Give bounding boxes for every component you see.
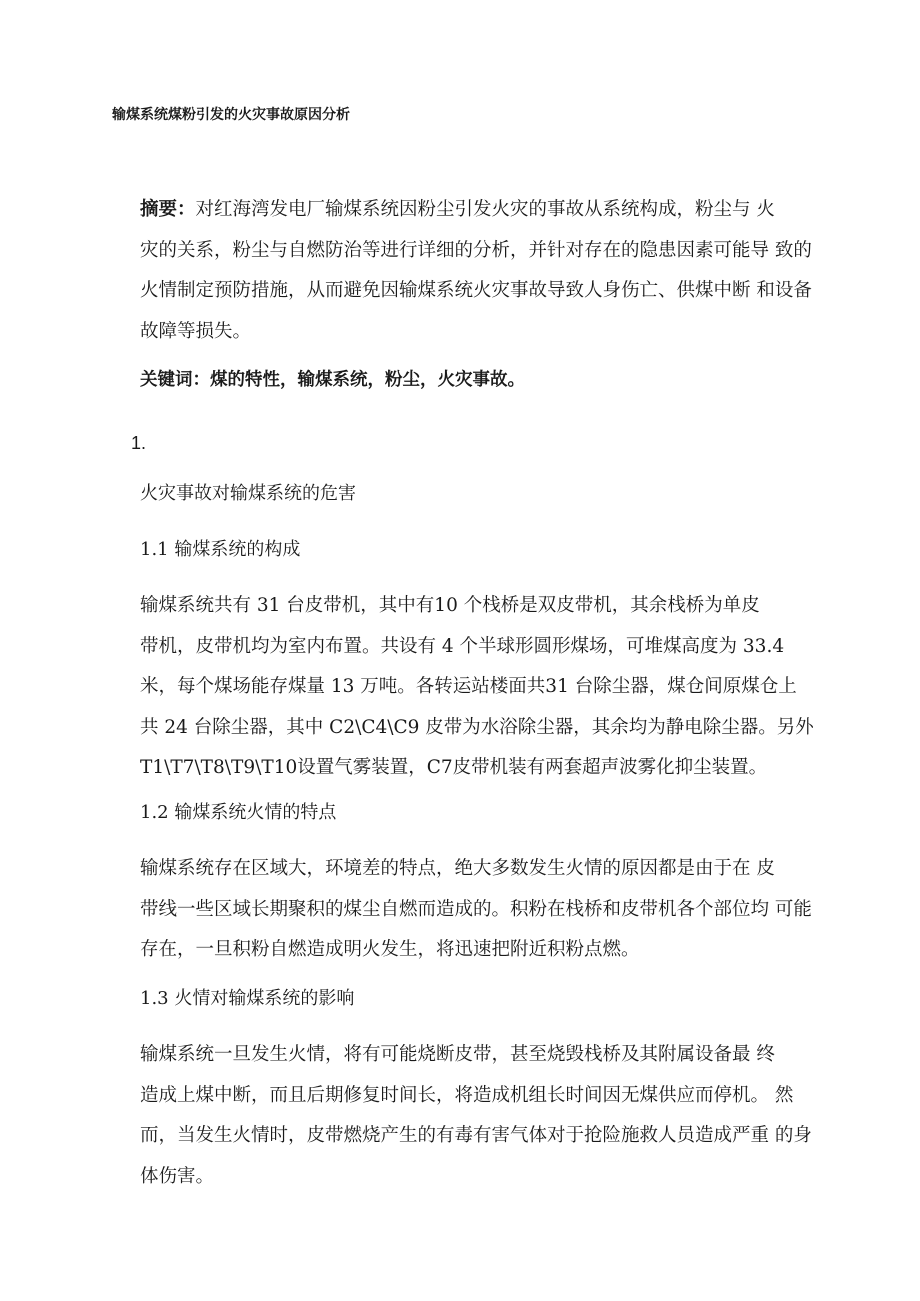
paragraph-line: 输煤系统共有 31 台皮带机，其中有10 个栈桥是双皮带机，其余栈桥为单皮: [140, 595, 760, 616]
abstract-line: 灾的关系，粉尘与自燃防治等进行详细的分析，并针对存在的隐患因素可能导 致的: [140, 239, 812, 261]
subsection-1-3-paragraph: [140, 1035, 826, 1197]
document-title: 输煤系统煤粉引发的火灾事故原因分析: [112, 107, 350, 123]
paragraph-line: 输煤系统存在区域大，环境差的特点，绝大多数发生火情的原因都是由于在 皮: [140, 858, 775, 879]
subsection-heading-1-3: 1.3 火情对输煤系统的影响: [140, 988, 355, 1009]
paragraph-line: 米，每个煤场能存煤量 13 万吨。各转运站楼面共31 台除尘器，煤仓间原煤仓上: [140, 676, 797, 697]
abstract-line: 火情制定预防措施，从而避免因输煤系统火灾事故导致人身伤亡、供煤中断 和设备: [140, 280, 812, 301]
paragraph-line: 造成上煤中断，而且后期修复时间长，将造成机组长时间因无煤供应而停机。 然: [140, 1084, 794, 1106]
paragraph-line: 输煤系统一旦发生火情，将有可能烧断皮带，甚至烧毁栈桥及其附属设备最 终: [140, 1044, 775, 1065]
abstract-line: 故障等损失。: [140, 320, 252, 342]
paragraph-line: 存在，一旦积粉自燃造成明火发生，将迅速把附近积粉点燃。: [140, 939, 640, 960]
subsection-1-1-paragraph: [140, 586, 826, 789]
section-number: 1.: [131, 433, 147, 453]
paragraph-line: 体伤害。: [140, 1165, 215, 1187]
subsection-heading-1-2: 1.2 输煤系统火情的特点: [140, 802, 337, 823]
paragraph-line: 带线一些区域长期聚积的煤尘自燃而造成的。积粉在栈桥和皮带机各个部位均 可能: [140, 898, 812, 920]
paragraph-line: T1\T7\T8\T9\T10设置气雾装置，C7皮带机装有两套超声波雾化抑尘装置。: [140, 757, 768, 778]
subsection-heading-1-1: 1.1 输煤系统的构成: [140, 539, 301, 560]
section-title: 火灾事故对输煤系统的危害: [140, 483, 356, 504]
keywords: 关键词：煤的特性，输煤系统，粉尘，火灾事故。: [140, 370, 525, 390]
abstract-label: 摘要：: [140, 199, 196, 220]
abstract-line: 摘要：对红海湾发电厂输煤系统因粉尘引发火灾的事故从系统构成，粉尘与 火: [140, 199, 775, 220]
abstract-paragraph: [140, 190, 826, 352]
paragraph-line: 带机，皮带机均为室内布置。共设有 4 个半球形圆形煤场，可堆煤高度为 33.4: [140, 635, 785, 657]
subsection-1-2-paragraph: [140, 849, 826, 971]
paragraph-line: 而，当发生火情时，皮带燃烧产生的有毒有害气体对于抢险施救人员造成严重 的身: [140, 1125, 812, 1146]
paragraph-line: 共 24 台除尘器，其中 C2\C4\C9 皮带为水浴除尘器，其余均为静电除尘器。另外: [140, 716, 814, 738]
